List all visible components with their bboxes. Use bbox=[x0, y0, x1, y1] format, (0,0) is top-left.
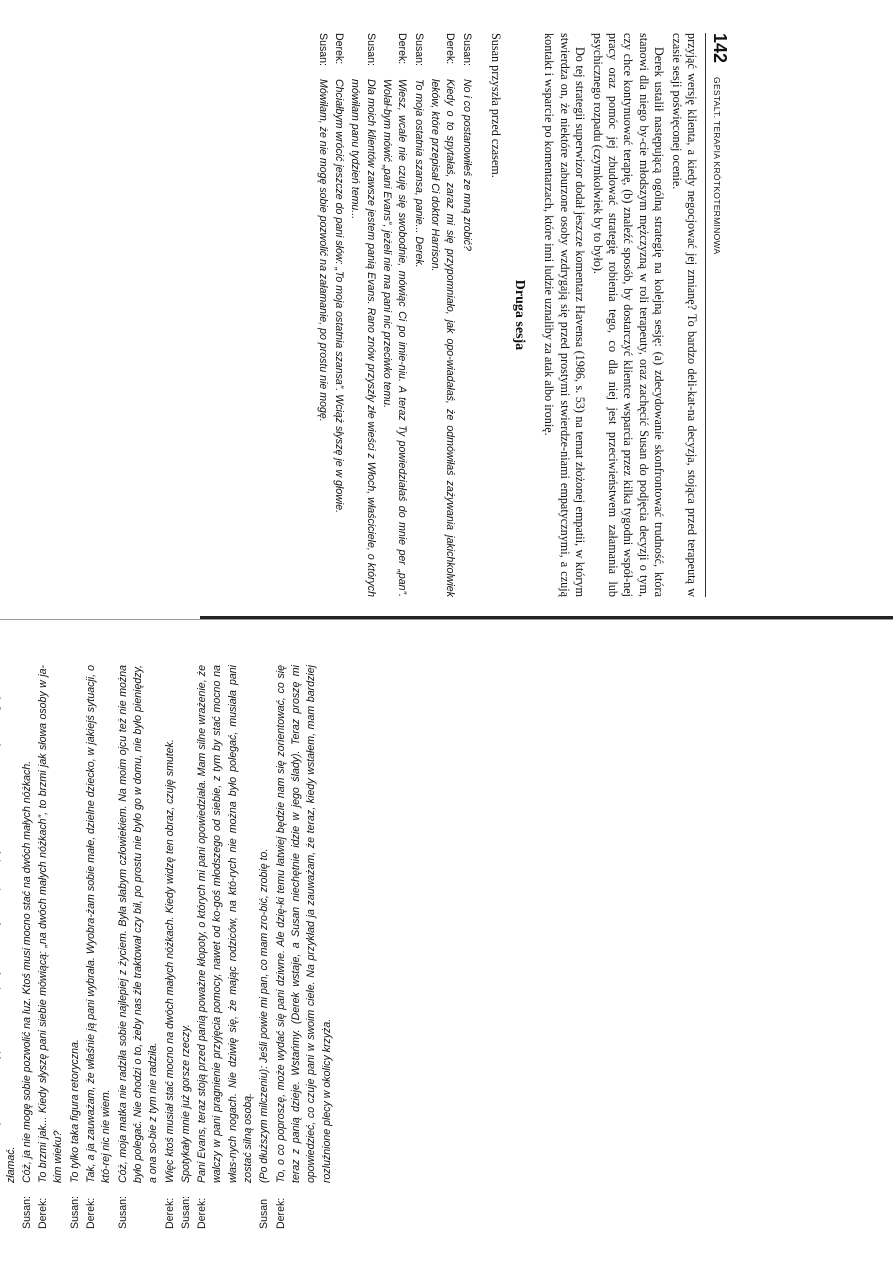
utterance: Dla moich klientów zawsze jestem panią Evans. Rano znów przyszły złe wieści z Włoch, właściciele, o których mówiłam panu tydzień temu... bbox=[349, 79, 377, 597]
dialogue-line bbox=[458, 33, 473, 597]
speaker: Derek: bbox=[444, 33, 457, 65]
utterance: No i co postanowiłeś ze mną zrobić? bbox=[460, 79, 473, 251]
speaker: Derek: bbox=[163, 1197, 176, 1229]
running-head: GESTALT. TERAPIA KRÓTKOTERMINOWA bbox=[712, 77, 722, 255]
dialogue-line bbox=[379, 33, 410, 597]
dialogue-line bbox=[116, 665, 162, 1229]
speaker: Susan: bbox=[20, 1196, 33, 1229]
page-gutter-shadow bbox=[0, 619, 893, 620]
left-page bbox=[0, 0, 893, 631]
utterance: Wiesz, wcale nie czuję się swobodnie, mówiąc Ci po imie-niu. A teraz Ty powiedziałaś do mnie per „pan”. Wolał-bym mówić „pani Evans”, jeżeli nie ma pani nic przeciwko temu. bbox=[381, 79, 409, 597]
utterance: złamać. bbox=[4, 1146, 17, 1183]
utterance: Więc ktoś musiał stać mocno na dwóch małych nóżkach. Kiedy widzę ten obraz, czuję smutek. bbox=[163, 739, 176, 1183]
paragraph: przyjąć wersję klienta, a kiedy negocjować jej zmianę? To bardzo deli-kat-na decyzja, stojąca przed terapeutą w czasie sesji poświęconej ocenie. bbox=[669, 33, 699, 597]
speaker: Susan: bbox=[412, 33, 425, 66]
dialogue-line bbox=[84, 665, 115, 1229]
dialogue-line bbox=[0, 665, 19, 1229]
utterance: Tak, a ja zauważam, że właśnie ją pani wybrała. Wyobra-żam sobie małe, dzielne dziecko, w jakiejś sytuacji, o któ-rej nic nie wiem. bbox=[85, 665, 113, 1183]
utterance: Chciałbym wrócić jeszcze do pani słów: „To moja ostatnia szansa”. Wciąż słyszę je w głowie. bbox=[333, 79, 346, 514]
paragraph: Do tej strategii superwizor dodał jeszcze komentarz Havensa (1986, s. 53) na temat złożonej empatii, w którym stwierdza on, że niektóre zaburzone osoby wzdrygają się przed prostymi stwierdze-niami empatycznymi, a czują kontakt i wsparcie po komentarzach, które inni ludzie uznaliby za atak albo ironię. bbox=[542, 33, 588, 597]
dialogue-line bbox=[410, 33, 425, 597]
speaker: Susan: bbox=[68, 1196, 81, 1229]
utterance: (Po dłuższym milczeniu): Jeśli powie mi pan, co mam zro-bić, zrobię to. bbox=[258, 848, 271, 1183]
dialogue-line bbox=[36, 665, 67, 1229]
speaker: Susan: bbox=[316, 33, 329, 66]
speaker: Derek: bbox=[85, 1197, 98, 1229]
dialogue-line bbox=[163, 665, 178, 1229]
speaker: Derek: bbox=[196, 1197, 209, 1229]
utterance: To brzmi jak... Kiedy słyszę pani siebie mówiącą: „na dwóch małych nóżkach”, to brzmi jak słowa osoby w ja-kim wieku? bbox=[37, 665, 65, 1183]
paragraph: Derek ustalił następującą ogólną strategię na kolejną sesję: (a) zdecydowanie skonfrontować trudność, która stanowi dla niego by-cie młodszym mężczyzną w roli terapeuty, oraz zachęcić Susan do podjęcia decyzji o tym, czy chce kontynuować terapię, (b) znaleźć sposób, by dostarczyć klientce wsparcia przez kilka tygodni współ-nej pracy oraz pomóc jej zbudować strategię robienia tego, co dla niej jest przeciwieństwem załamania lub psychicznego rozpadu (czymkolwiek by to było). bbox=[590, 33, 667, 597]
dialogue-line bbox=[427, 33, 458, 597]
speaker: Susan: bbox=[116, 1196, 129, 1229]
utterance: Pani Evans, teraz stoją przed panią poważne kłopoty, o których mi pani opowiedziała. Mam silne wrażenie, że walczy w pani pragnienie przyjęcia pomocy, nawet od ko-goś młodszego od siebie, z tym by stać mocno na włas-nych nogach. Nie dziwię się, że mając rodziców, na któ-rych nie można było polegać, musiała pani zostać silną osobą. bbox=[196, 665, 255, 1183]
section-intro: Susan przyszła przed czasem. bbox=[488, 33, 503, 178]
utterance: Cóż, moja matka nie radziła sobie najlepiej z życiem. Była słabym człowiekiem. Na moim ojcu też nie można było polegać. Nie chodzi o to, żeby nas źle traktował czy bił, po prostu nie było go w domu, nie było pieniędzy, a ona so-bie z tym nie radziła. bbox=[116, 665, 160, 1183]
speaker: Susan bbox=[258, 1198, 271, 1229]
utterance: To, o co poproszę, może wydać się pani dziwne. Ale dzię-ki temu łatwiej będzie nam się zorientować, co się teraz z panią dzieje. Wstańmy. (Derek wstaje, a Susan niechętnie idzie w jego ślady). Teraz proszę mi opowiedzieć, co czuje pani w swoim ciele. Na przykład ja zauważam, że teraz, kiedy wstałem, mam bardziej rozluźnione plecy w okolicy krzyża. bbox=[274, 665, 333, 1183]
section-title: Druga sesja bbox=[511, 279, 527, 351]
utterance: Spotykały mnie już gorsze rzeczy. bbox=[179, 1024, 192, 1183]
speaker: Derek: bbox=[333, 33, 346, 65]
utterance: Mówiłam, że nie mogę sobie pozwolić na załamanie, po prostu nie mogę. bbox=[316, 79, 329, 422]
dialogue-line bbox=[179, 665, 194, 1229]
dialogue-line bbox=[274, 665, 335, 1229]
left-page-header bbox=[705, 33, 730, 597]
speaker: Susan: bbox=[364, 33, 377, 66]
utterance: Kiedy o to spytałaś, zaraz mi się przypomniało, jak opo-wiadałaś, że odmówiłaś zażywania jakichkolwiek leków, które przepisał Ci doktor Harrison. bbox=[428, 79, 457, 597]
dialogue-line bbox=[68, 665, 83, 1229]
speaker: Derek: bbox=[37, 1197, 50, 1229]
right-page bbox=[0, 632, 893, 1263]
right-page-content bbox=[0, 657, 736, 1237]
dialogue-line bbox=[257, 665, 272, 1229]
right-page-rotated bbox=[0, 657, 736, 1237]
dialogue-line bbox=[20, 665, 35, 1229]
speaker: Derek: bbox=[396, 33, 409, 65]
utterance: To tylko taka figura retoryczna. bbox=[68, 1039, 81, 1183]
utterance: To moja ostatnia szansa, panie... Derek. bbox=[412, 79, 425, 268]
dialogue-line bbox=[315, 33, 330, 597]
left-page-rotated bbox=[0, 25, 736, 605]
speaker: Susan: bbox=[179, 1196, 192, 1229]
utterance: Cóż, ja nie mogę sobie pozwolić na luz. Ktoś musi mocno stać na dwóch małych nóżkach. bbox=[20, 760, 33, 1183]
dialogue-line bbox=[347, 33, 378, 597]
speaker: Derek: bbox=[274, 1197, 287, 1229]
left-page-content bbox=[0, 25, 736, 605]
page-number: 142 bbox=[710, 33, 730, 64]
speaker: Susan: bbox=[460, 33, 473, 66]
dialogue-line bbox=[331, 33, 346, 597]
speaker bbox=[0, 1183, 19, 1229]
dialogue-line bbox=[195, 665, 256, 1229]
